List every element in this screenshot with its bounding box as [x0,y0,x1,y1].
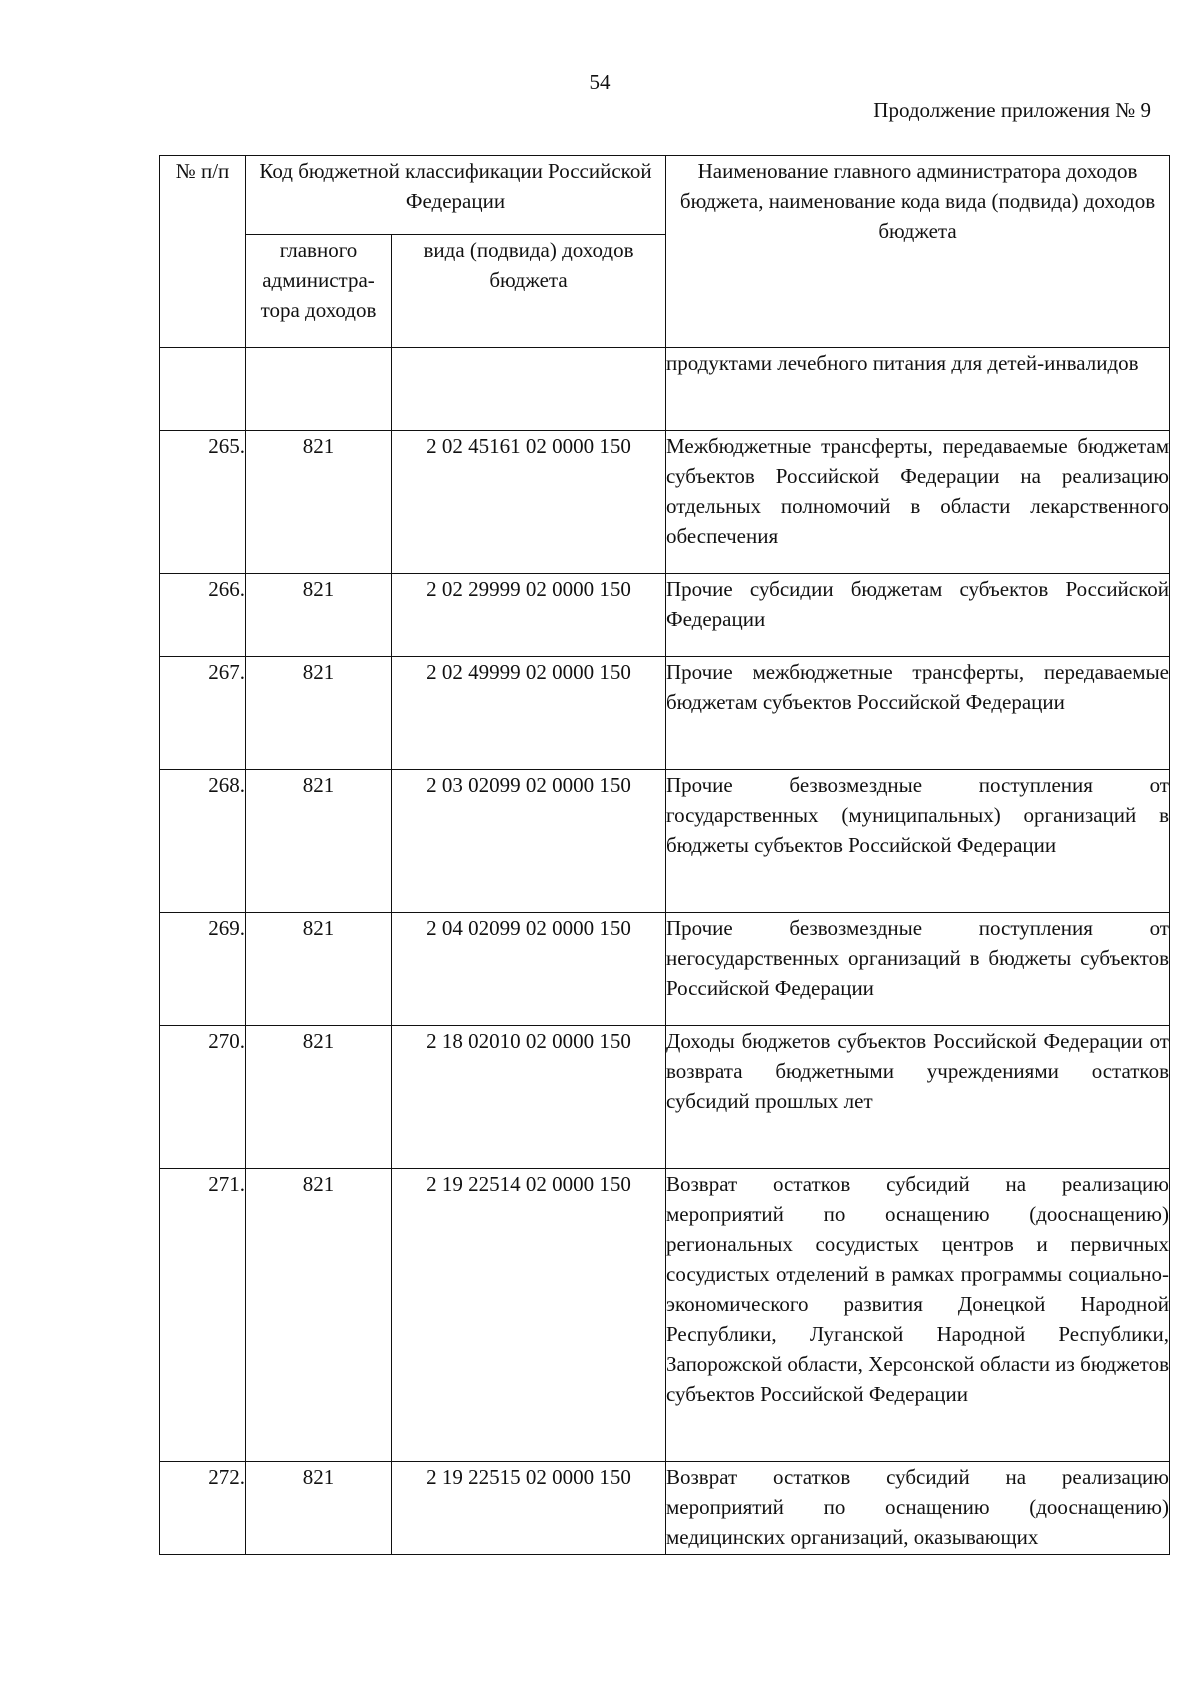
row-num [160,348,246,431]
row-admin-code: 821 [246,1169,392,1462]
table-row [160,1169,1170,1462]
row-num: 266. [160,574,246,657]
row-num: 268. [160,770,246,913]
row-num: 271. [160,1169,246,1462]
appendix-note: Продолжение приложения № 9 [873,98,1151,122]
row-name: Прочие безвозмездные поступления от негосударственных организаций в бюджеты субъектов Российской Федерации [666,913,1170,1026]
row-name: Прочие межбюджетные трансферты, передаваемые бюджетам субъектов Российской Федерации [666,657,1170,770]
row-admin-code: 821 [246,913,392,1026]
budget-table [159,155,1170,1555]
row-num: 272. [160,1462,246,1555]
row-num: 267. [160,657,246,770]
header-num: № п/п [160,156,246,348]
row-income-code: 2 02 45161 02 0000 150 [392,431,666,574]
row-name: Возврат остатков субсидий на реализацию мероприятий по оснащению (дооснащению) медицинских организаций, оказывающих [666,1462,1170,1555]
header-name: Наименование главного администратора доходов бюджета, наименование кода вида (подвида) доходов бюджета [666,156,1170,348]
table-row [160,770,1170,913]
row-admin-code: 821 [246,657,392,770]
row-income-code: 2 19 22515 02 0000 150 [392,1462,666,1555]
row-admin-code: 821 [246,431,392,574]
header-kind-code: вида (подвида) доходов бюджета [392,235,666,348]
table-row [160,657,1170,770]
row-admin-code: 821 [246,770,392,913]
row-name: Межбюджетные трансферты, передаваемые бюджетам субъектов Российской Федерации на реализацию отдельных полномочий в области лекарственного обеспечения [666,431,1170,574]
table-row [160,431,1170,574]
row-income-code: 2 02 29999 02 0000 150 [392,574,666,657]
row-name: Доходы бюджетов субъектов Российской Федерации от возврата бюджетными учреждениями остатков субсидий прошлых лет [666,1026,1170,1169]
header-admin-code: главного администра-тора доходов [246,235,392,348]
page-number: 54 [589,70,611,94]
table-row [160,348,1170,431]
row-name: Прочие безвозмездные поступления от государственных (муниципальных) организаций в бюджеты субъектов Российской Федерации [666,770,1170,913]
row-num: 265. [160,431,246,574]
row-admin-code: 821 [246,574,392,657]
row-name: Прочие субсидии бюджетам субъектов Российской Федерации [666,574,1170,657]
row-income-code [392,348,666,431]
header-code-group: Код бюджетной классификации Российской Федерации [246,156,666,235]
table-row [160,1026,1170,1169]
table-row [160,574,1170,657]
row-admin-code: 821 [246,1026,392,1169]
table-row [160,1462,1170,1555]
row-num: 270. [160,1026,246,1169]
row-admin-code [246,348,392,431]
row-income-code: 2 04 02099 02 0000 150 [392,913,666,1026]
row-name: Возврат остатков субсидий на реализацию мероприятий по оснащению (дооснащению) региональных сосудистых центров и первичных сосудистых отделений в рамках программы социально-экономического развития Донецкой Народной Республики, Луганской Народной Республики, Запорожской области, Херсонской области из бюджетов субъектов Российской Федерации [666,1169,1170,1462]
row-admin-code: 821 [246,1462,392,1555]
row-income-code: 2 02 49999 02 0000 150 [392,657,666,770]
row-income-code: 2 19 22514 02 0000 150 [392,1169,666,1462]
row-num: 269. [160,913,246,1026]
row-name: продуктами лечебного питания для детей-инвалидов [666,348,1170,431]
row-income-code: 2 18 02010 02 0000 150 [392,1026,666,1169]
row-income-code: 2 03 02099 02 0000 150 [392,770,666,913]
table-row [160,913,1170,1026]
